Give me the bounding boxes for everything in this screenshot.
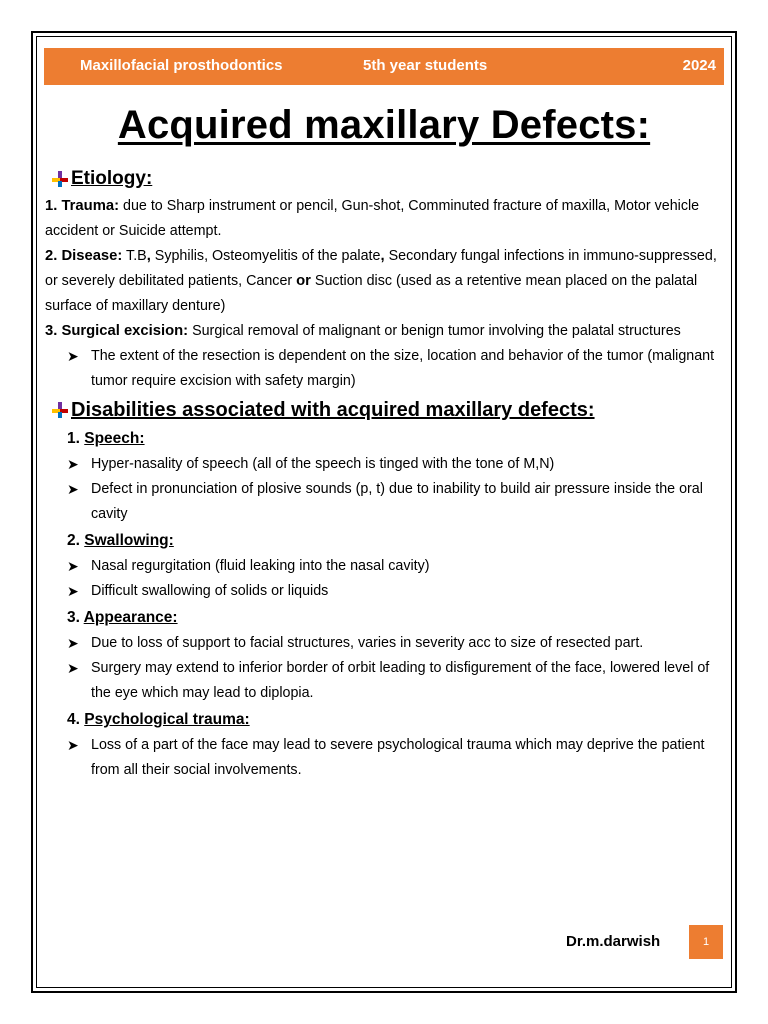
etiology-item-trauma bbox=[45, 194, 725, 244]
cross-bullet-icon bbox=[51, 170, 69, 188]
list-item bbox=[45, 733, 725, 783]
arrow-bullet-icon: ➤ bbox=[67, 583, 79, 599]
arrow-bullet-icon: ➤ bbox=[67, 456, 79, 472]
list-item bbox=[45, 554, 725, 579]
section-psychological-heading bbox=[45, 706, 725, 733]
etiology-bullet-text: The extent of the resection is dependent on the size, location and behavior of the tumor (malignant tumor require excision with safety margin) bbox=[91, 348, 715, 389]
disease-or: or bbox=[296, 273, 311, 289]
section-speech-heading bbox=[45, 425, 725, 452]
document-body bbox=[45, 164, 725, 783]
list-item bbox=[45, 452, 725, 477]
trauma-text: due to Sharp instrument or pencil, Gun-shot, Comminuted fracture of maxilla, Motor vehicle accident or Suicide attempt. bbox=[45, 198, 700, 239]
disabilities-heading-text: Disabilities associated with acquired maxillary defects: bbox=[71, 399, 595, 421]
bullet-text: Hyper-nasality of speech (all of the speech is tinged with the tone of M,N) bbox=[91, 456, 555, 472]
disease-text-d: Suction disc (used as a retentive mean placed on the palatal surface of maxillary denture) bbox=[45, 273, 698, 314]
etiology-item-disease bbox=[45, 244, 725, 319]
surgical-label: 3. Surgical excision: bbox=[45, 323, 189, 339]
arrow-bullet-icon: ➤ bbox=[67, 635, 79, 651]
arrow-bullet-icon: ➤ bbox=[67, 481, 79, 497]
bullet-text: Difficult swallowing of solids or liquids bbox=[91, 583, 329, 599]
section-title: Appearance: bbox=[83, 609, 178, 626]
etiology-heading bbox=[51, 164, 725, 194]
trauma-label: 1. Trauma: bbox=[45, 198, 120, 214]
header-year: 2024 bbox=[682, 57, 716, 74]
section-title: Psychological trauma: bbox=[84, 711, 250, 728]
section-title: Swallowing: bbox=[84, 532, 174, 549]
arrow-bullet-icon: ➤ bbox=[67, 660, 79, 676]
etiology-item-surgical bbox=[45, 319, 725, 344]
cross-bullet-icon bbox=[51, 401, 69, 419]
list-item bbox=[45, 656, 725, 706]
list-item bbox=[45, 477, 725, 527]
bullet-text: Defect in pronunciation of plosive sounds (p, t) due to inability to build air pressure inside the oral cavity bbox=[91, 481, 703, 522]
section-number: 1. bbox=[67, 430, 80, 447]
header-course: Maxillofacial prosthodontics bbox=[80, 57, 283, 74]
section-number: 4. bbox=[67, 711, 80, 728]
disease-sep-2: , bbox=[380, 248, 385, 264]
bullet-text: Surgery may extend to inferior border of orbit leading to disfigurement of the face, lowered level of the eye which may lead to diplopia. bbox=[91, 660, 710, 701]
disease-text-c: Secondary fungal infections in immuno-suppressed, or severely debilitated patients, Cancer bbox=[45, 248, 717, 289]
bullet-text: Nasal regurgitation (fluid leaking into the nasal cavity) bbox=[91, 558, 430, 574]
page-number: 1 bbox=[689, 925, 723, 959]
header-audience: 5th year students bbox=[363, 57, 488, 74]
disabilities-heading bbox=[51, 395, 725, 425]
arrow-bullet-icon: ➤ bbox=[67, 348, 79, 364]
section-appearance-heading bbox=[45, 604, 725, 631]
header-bar bbox=[44, 48, 724, 85]
section-swallowing-heading bbox=[45, 527, 725, 554]
surgical-text: Surgical removal of malignant or benign tumor involving the palatal structures bbox=[188, 323, 681, 339]
list-item bbox=[45, 579, 725, 604]
etiology-bullet bbox=[45, 344, 725, 394]
list-item bbox=[45, 631, 725, 656]
page-title: Acquired maxillary Defects: bbox=[117, 103, 651, 147]
bullet-text: Loss of a part of the face may lead to severe psychological trauma which may deprive the patient from all their social involvements. bbox=[91, 737, 705, 778]
bullet-text: Due to loss of support to facial structures, varies in severity acc to size of resected part. bbox=[91, 635, 644, 651]
etiology-heading-text: Etiology: bbox=[71, 168, 153, 189]
arrow-bullet-icon: ➤ bbox=[67, 737, 79, 753]
section-number: 3. bbox=[67, 609, 80, 626]
disease-sep-1: , bbox=[146, 248, 151, 264]
disease-label: 2. Disease: bbox=[45, 248, 123, 264]
disease-text-b: Syphilis, Osteomyelitis of the palate bbox=[150, 248, 381, 264]
section-number: 2. bbox=[67, 532, 80, 549]
disease-text-a: T.B bbox=[122, 248, 147, 264]
author-name: Dr.m.darwish bbox=[566, 933, 661, 950]
arrow-bullet-icon: ➤ bbox=[67, 558, 79, 574]
section-title: Speech: bbox=[84, 430, 145, 447]
